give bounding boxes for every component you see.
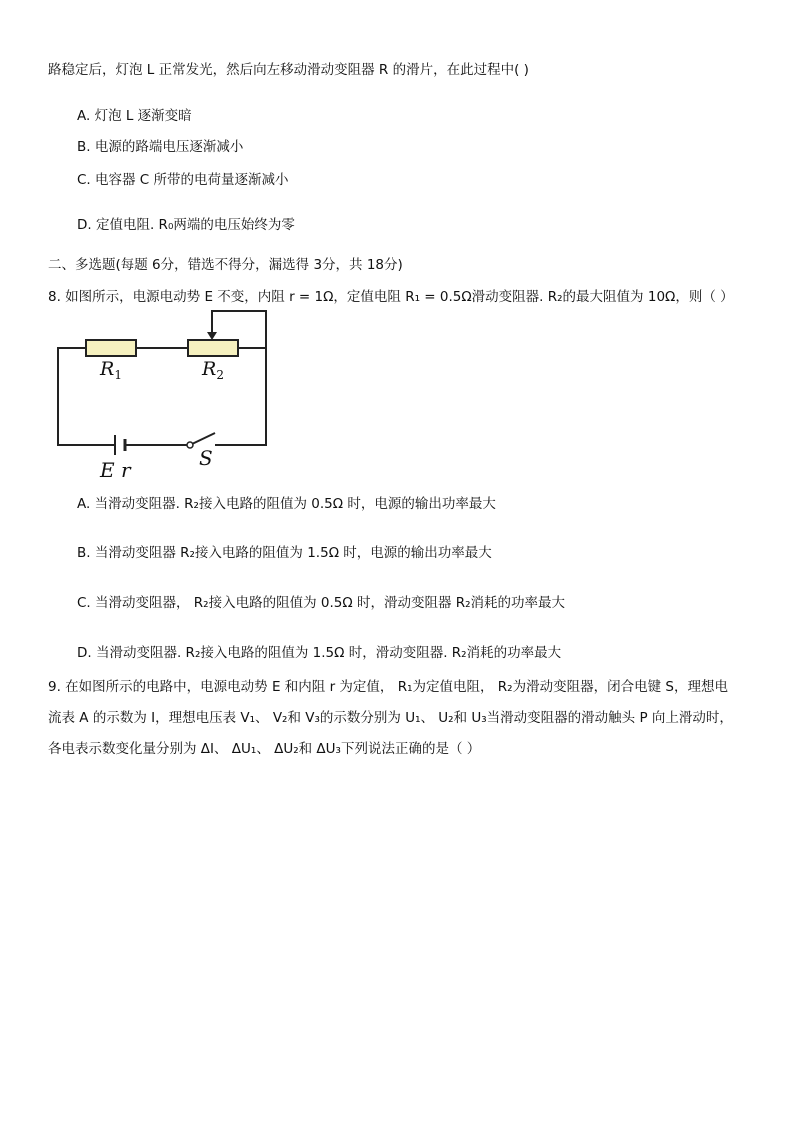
q7-option-b[interactable]: B. 电源的路端电压逐渐减小 <box>77 139 244 155</box>
q8-option-a[interactable]: A. 当滑动变阻器. R₂接入电路的阻值为 0.5Ω 时，电源的输出功率最大 <box>77 496 496 512</box>
q8-option-d[interactable]: D. 当滑动变阻器. R₂接入电路的阻值为 1.5Ω 时，滑动变阻器. R₂消耗的功率最大 <box>77 645 562 661</box>
resistor-r2 <box>188 340 238 356</box>
section-title: 二、多选题(每题 6分，错选不得分，漏选得 3分，共 18分) <box>48 257 403 273</box>
label-r1: $R_1$ <box>100 358 122 382</box>
q8-option-c[interactable]: C. 当滑动变阻器， R₂接入电路的阻值为 0.5Ω 时，滑动变阻器 R₂消耗的功率最大 <box>77 595 566 611</box>
resistor-r1 <box>86 340 136 356</box>
q9-stem-line-3: 各电表示数变化量分别为 ΔI、 ΔU₁、 ΔU₂和 ΔU₃下列说法正确的是（ ） <box>48 741 481 757</box>
circuit-wires <box>58 311 266 445</box>
q8-stem: 8. 如图所示，电源电动势 E 不变，内阻 r = 1Ω，定值电阻 R₁ = 0.5Ω滑动变阻器. R₂的最大阻值为 10Ω，则（ ） <box>48 289 734 305</box>
label-source: E r <box>100 458 131 482</box>
battery-icon <box>115 435 125 455</box>
label-switch: S <box>199 446 213 470</box>
q7-stem-tail: 路稳定后，灯泡 L 正常发光，然后向左移动滑动变阻器 R 的滑片，在此过程中( ) <box>48 62 529 78</box>
q9-stem-line-1: 9. 在如图所示的电路中，电源电动势 E 和内阻 r 为定值， R₁为定值电阻， R₂为滑动变阻器，闭合电键 S，理想电 <box>48 679 728 695</box>
q8-circuit-diagram <box>50 305 275 485</box>
q9-stem-line-2: 流表 A 的示数为 I，理想电压表 V₁、 V₂和 V₃的示数分别为 U₁、 U₂和 U₃当滑动变阻器的滑动触头 P 向上滑动时， <box>48 710 733 726</box>
slider-arrow-icon <box>207 332 217 340</box>
q7-option-a[interactable]: A. 灯泡 L 逐渐变暗 <box>77 108 192 124</box>
q8-option-b[interactable]: B. 当滑动变阻器 R₂接入电路的阻值为 1.5Ω 时，电源的输出功率最大 <box>77 545 492 561</box>
q7-option-c[interactable]: C. 电容器 C 所带的电荷量逐渐减小 <box>77 172 289 188</box>
q7-option-d[interactable]: D. 定值电阻. R₀两端的电压始终为零 <box>77 217 295 233</box>
label-r2: $R_2$ <box>202 358 224 382</box>
